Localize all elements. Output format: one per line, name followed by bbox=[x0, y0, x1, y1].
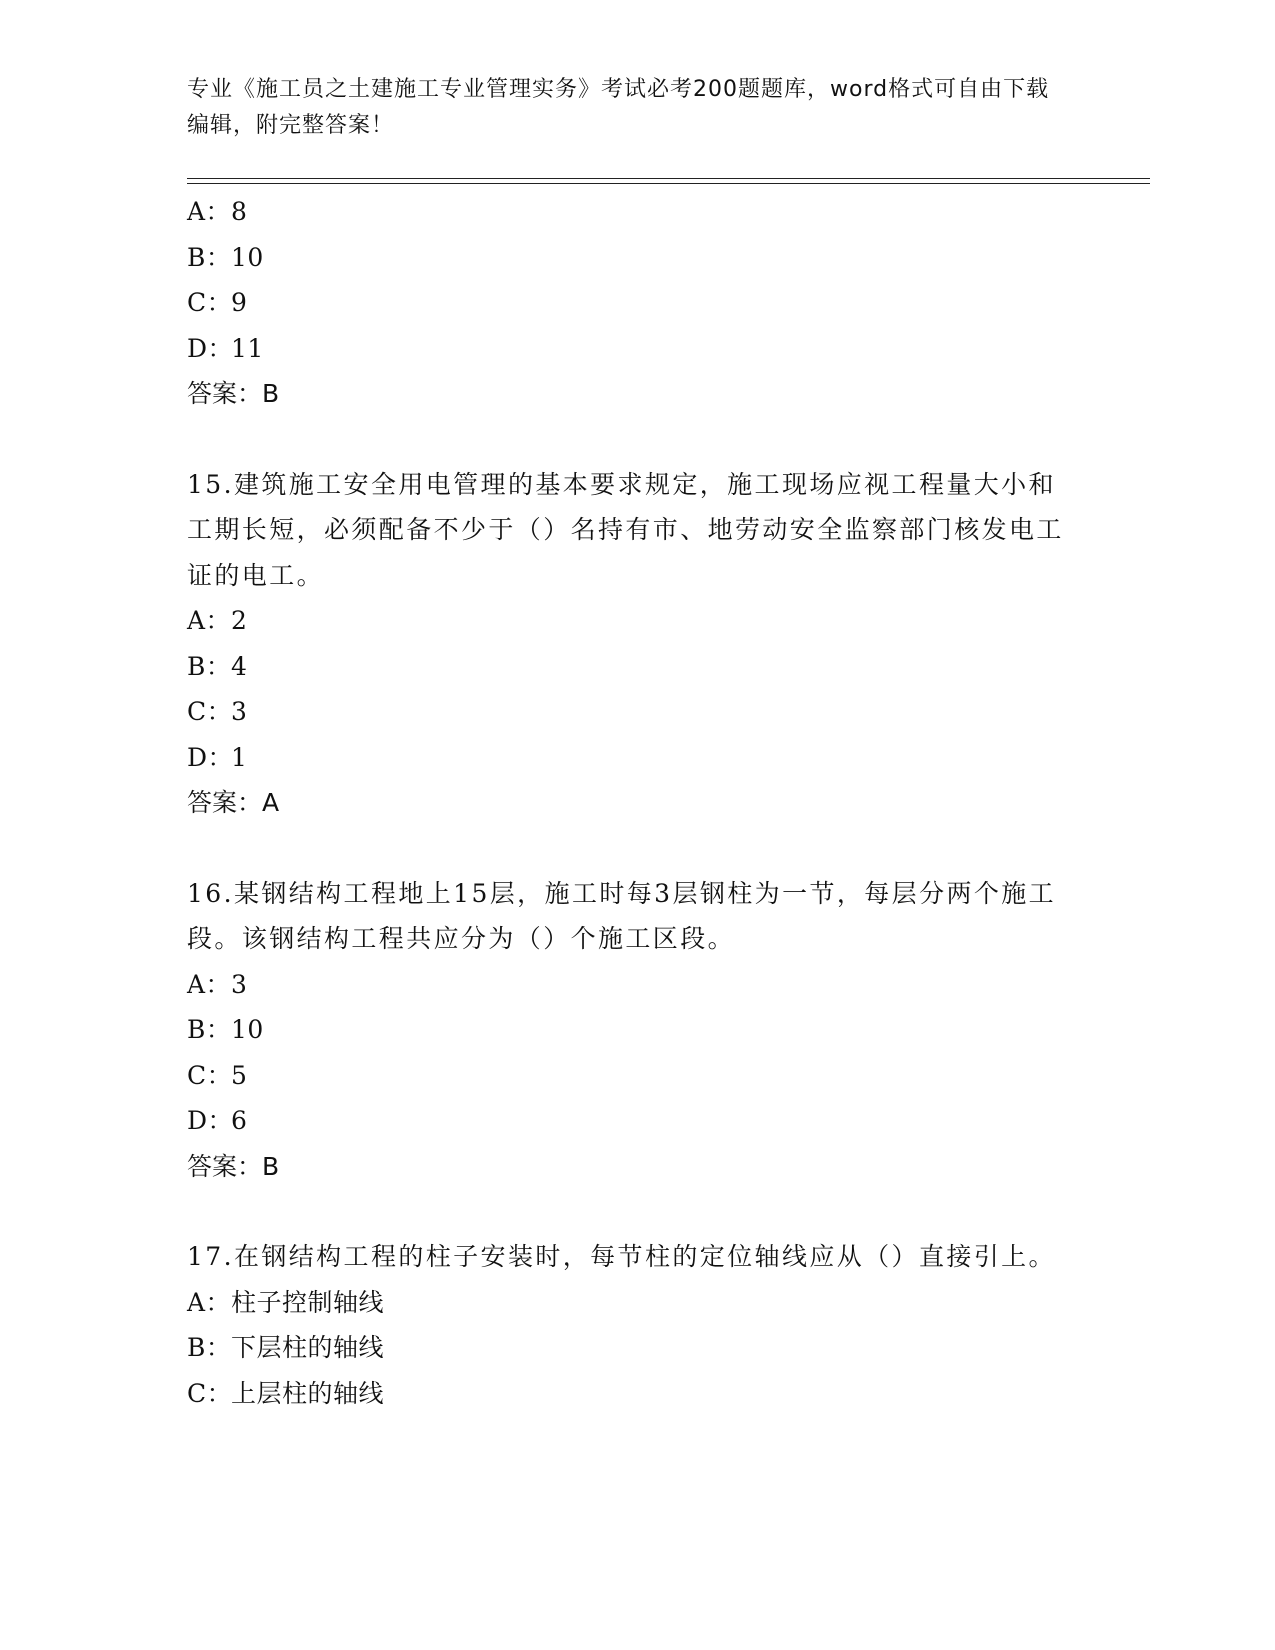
answer-value: B bbox=[262, 1151, 280, 1181]
header-rule-bottom bbox=[187, 183, 1150, 184]
option-c: C：5 bbox=[187, 1060, 248, 1090]
question-17-text: 17.在钢结构工程的柱子安装时，每节柱的定位轴线应从（）直接引上。 bbox=[187, 1242, 1056, 1271]
option-c: C：9 bbox=[187, 288, 248, 317]
question-14-block bbox=[187, 189, 1087, 417]
answer-line bbox=[187, 371, 1087, 417]
option-b: B：下层柱的轴线 bbox=[187, 1333, 385, 1362]
option-d: D：6 bbox=[187, 1106, 248, 1135]
option-b: B：4 bbox=[187, 651, 248, 681]
option-a: A：柱子控制轴线 bbox=[187, 1287, 385, 1317]
answer-value: A bbox=[262, 788, 280, 817]
option-c: C：上层柱的轴线 bbox=[187, 1378, 385, 1408]
answer-line bbox=[187, 1144, 1087, 1190]
option-d: D：1 bbox=[187, 742, 248, 772]
option-b: B：10 bbox=[187, 1015, 264, 1044]
answer-label: 答案： bbox=[187, 379, 263, 408]
option-a: A：3 bbox=[187, 969, 248, 999]
question-17-block bbox=[187, 1234, 1087, 1416]
option-c: C：3 bbox=[187, 697, 248, 726]
option-a: A：8 bbox=[187, 197, 248, 226]
answer-value: B bbox=[262, 379, 280, 408]
question-16-block bbox=[187, 871, 1087, 1190]
question-15-text: 15.建筑施工安全用电管理的基本要求规定，施工现场应视工程量大小和工期长短，必须配备不少于（）名持有市、地劳动安全监察部门核发电工证的电工。 bbox=[187, 469, 1064, 590]
answer-line bbox=[187, 780, 1087, 826]
answer-label: 答案： bbox=[187, 788, 263, 817]
question-16-text: 16.某钢结构工程地上15层，施工时每3层钢柱为一节，每层分两个施工段。该钢结构工程共应分为（）个施工区段。 bbox=[187, 878, 1057, 953]
option-b: B：10 bbox=[187, 242, 264, 272]
answer-label: 答案： bbox=[187, 1151, 263, 1181]
document-body bbox=[187, 189, 1087, 1416]
question-15-block bbox=[187, 462, 1087, 826]
header-rule-top bbox=[187, 178, 1150, 179]
option-d: D：11 bbox=[187, 333, 264, 363]
document-header: 专业《施工员之土建施工专业管理实务》考试必考200题题库，word格式可自由下载编辑，附完整答案！ bbox=[187, 77, 1050, 138]
option-a: A：2 bbox=[187, 606, 248, 635]
